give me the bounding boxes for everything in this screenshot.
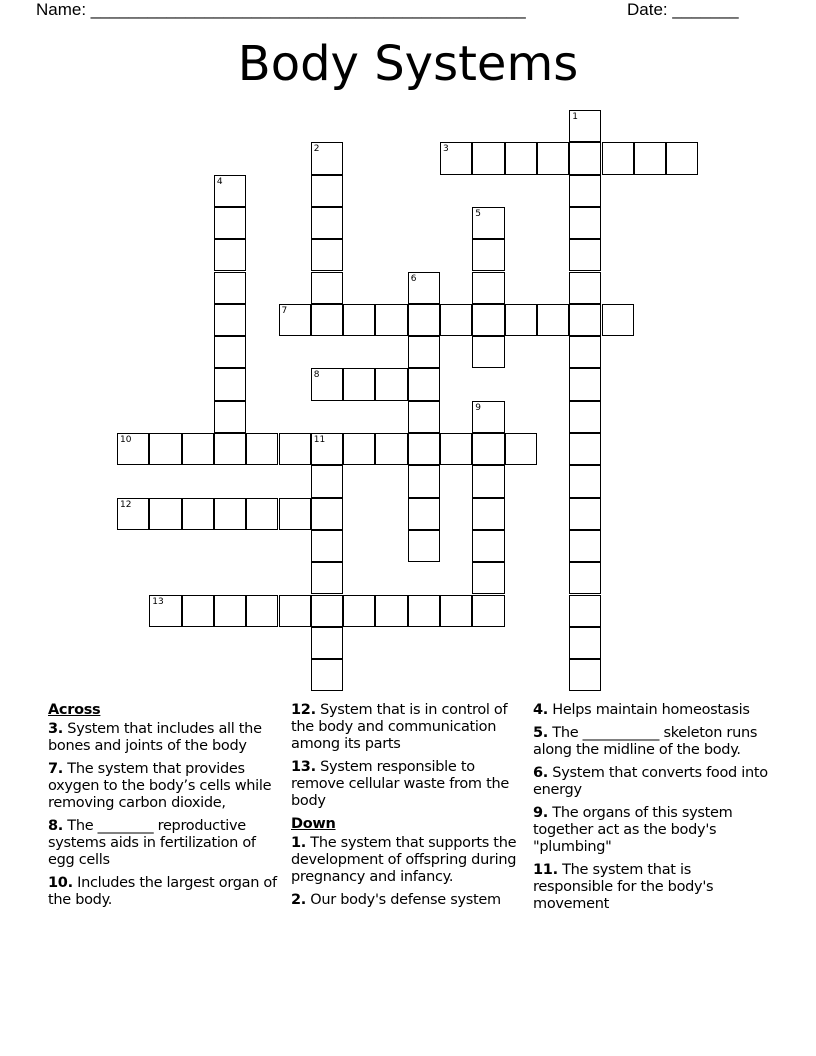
grid-cell[interactable] <box>279 433 311 465</box>
cell-number: 2 <box>313 144 320 155</box>
grid-cell[interactable] <box>408 530 440 562</box>
grid-cell[interactable] <box>246 595 278 627</box>
grid-cell[interactable] <box>246 498 278 530</box>
grid-cell[interactable] <box>311 562 343 594</box>
grid-cell[interactable] <box>472 207 504 239</box>
clue-number: 4. <box>533 702 548 718</box>
grid-cell[interactable] <box>569 433 601 465</box>
cell-number: 1 <box>572 112 578 122</box>
clue-down-1 <box>291 835 526 886</box>
clue-across-13 <box>291 759 526 810</box>
grid-cell[interactable] <box>214 207 246 239</box>
grid-cell[interactable] <box>408 272 440 304</box>
grid-cell[interactable] <box>408 336 440 368</box>
grid-cell[interactable] <box>279 595 311 627</box>
grid-cell[interactable] <box>214 175 246 207</box>
cell-number: 10 <box>120 435 132 445</box>
grid-cell[interactable] <box>408 595 440 627</box>
cell-number: 3 <box>443 144 449 155</box>
clue-text: System that converts food into energy <box>533 765 768 798</box>
grid-cell[interactable] <box>537 142 569 174</box>
clue-across-10 <box>48 875 283 909</box>
clue-column-1 <box>48 702 283 915</box>
grid-cell[interactable] <box>343 368 375 400</box>
clue-number: 7. <box>48 761 63 777</box>
grid-cell[interactable] <box>569 530 601 562</box>
clue-number: 11. <box>533 862 558 878</box>
cell-number: 9 <box>475 402 482 413</box>
grid-cell[interactable] <box>569 304 601 336</box>
grid-cell[interactable] <box>214 368 246 400</box>
grid-cell[interactable] <box>537 304 569 336</box>
grid-cell[interactable] <box>440 304 472 336</box>
clue-across-3 <box>48 721 283 755</box>
grid-cell[interactable] <box>311 368 343 400</box>
grid-cell[interactable] <box>149 498 181 530</box>
grid-cell[interactable] <box>440 142 472 174</box>
grid-cell[interactable] <box>149 595 181 627</box>
grid-cell[interactable] <box>569 175 601 207</box>
grid-cell[interactable] <box>408 465 440 497</box>
grid-cell[interactable] <box>311 659 343 691</box>
clue-number: 1. <box>291 835 306 851</box>
grid-cell[interactable] <box>569 401 601 433</box>
grid-cell[interactable] <box>440 433 472 465</box>
name-field[interactable] <box>36 0 526 20</box>
clue-number: 13. <box>291 759 316 775</box>
clue-text: The ___________ skeleton runs along the midline of the body. <box>533 725 758 758</box>
grid-cell[interactable] <box>505 142 537 174</box>
grid-cell[interactable] <box>602 304 634 336</box>
grid-cell[interactable] <box>311 498 343 530</box>
grid-cell[interactable] <box>569 659 601 691</box>
grid-cell[interactable] <box>569 498 601 530</box>
clue-text: Helps maintain homeostasis <box>548 702 750 718</box>
grid-cell[interactable] <box>311 207 343 239</box>
clue-across-8 <box>48 818 283 869</box>
grid-cell[interactable] <box>472 401 504 433</box>
grid-cell[interactable] <box>214 304 246 336</box>
clue-number: 8. <box>48 818 63 834</box>
clue-text: The ________ reproductive systems aids in fertilization of egg cells <box>48 818 256 868</box>
grid-cell[interactable] <box>214 401 246 433</box>
cell-number: 5 <box>475 208 482 219</box>
cell-number: 4 <box>216 176 223 187</box>
grid-cell[interactable] <box>569 272 601 304</box>
cell-number: 13 <box>152 596 164 607</box>
grid-cell[interactable] <box>472 498 504 530</box>
down-heading: Down <box>291 816 336 832</box>
grid-cell[interactable] <box>634 142 666 174</box>
grid-cell[interactable] <box>472 304 504 336</box>
clue-column-3 <box>533 702 768 919</box>
grid-cell[interactable] <box>375 304 407 336</box>
grid-cell[interactable] <box>472 530 504 562</box>
grid-cell[interactable] <box>375 433 407 465</box>
clue-number: 2. <box>291 892 306 908</box>
clue-number: 12. <box>291 702 316 718</box>
grid-cell[interactable] <box>311 465 343 497</box>
cell-number: 6 <box>410 273 417 284</box>
grid-cell[interactable] <box>408 304 440 336</box>
clue-number: 9. <box>533 805 548 821</box>
date-blank[interactable]: _______ <box>672 0 739 19</box>
grid-cell[interactable] <box>440 595 472 627</box>
grid-cell[interactable] <box>214 272 246 304</box>
page-title: Body Systems <box>237 36 579 92</box>
grid-cell[interactable] <box>311 175 343 207</box>
grid-cell[interactable] <box>569 207 601 239</box>
clue-across-7 <box>48 761 283 812</box>
grid-cell[interactable] <box>311 272 343 304</box>
grid-cell[interactable] <box>408 433 440 465</box>
across-heading: Across <box>48 702 101 718</box>
grid-cell[interactable] <box>602 142 634 174</box>
grid-cell[interactable] <box>505 304 537 336</box>
grid-cell[interactable] <box>408 498 440 530</box>
clue-down-6 <box>533 765 768 799</box>
grid-cell[interactable] <box>343 595 375 627</box>
clue-column-2 <box>291 702 526 915</box>
clue-text: System that includes all the bones and joints of the body <box>48 721 262 754</box>
clue-number: 5. <box>533 725 548 741</box>
grid-cell[interactable] <box>311 304 343 336</box>
clue-text: The organs of this system together act as the body's "plumbing" <box>533 805 733 855</box>
grid-cell[interactable] <box>214 239 246 271</box>
clue-text: Includes the largest organ of the body. <box>48 875 277 908</box>
grid-cell[interactable] <box>214 433 246 465</box>
grid-cell[interactable] <box>569 142 601 174</box>
grid-cell[interactable] <box>569 239 601 271</box>
grid-cell[interactable] <box>375 595 407 627</box>
grid-cell[interactable] <box>472 562 504 594</box>
grid-cell[interactable] <box>375 368 407 400</box>
grid-cell[interactable] <box>569 368 601 400</box>
cell-number: 7 <box>281 305 288 316</box>
date-label: Date: <box>627 0 673 19</box>
grid-cell[interactable] <box>214 336 246 368</box>
grid-cell[interactable] <box>569 562 601 594</box>
clue-down-9 <box>533 805 768 856</box>
grid-cell[interactable] <box>472 595 504 627</box>
grid-cell[interactable] <box>569 336 601 368</box>
grid-cell[interactable] <box>246 433 278 465</box>
cell-number: 8 <box>313 370 320 381</box>
grid-cell[interactable] <box>472 336 504 368</box>
grid-cell[interactable] <box>472 142 504 174</box>
grid-cell[interactable] <box>472 239 504 271</box>
cell-number: 11 <box>313 435 326 445</box>
name-blank[interactable]: ______________________________________________ <box>90 0 526 19</box>
grid-cell[interactable] <box>214 595 246 627</box>
grid-cell[interactable] <box>311 627 343 659</box>
grid-cell[interactable] <box>182 498 214 530</box>
grid-cell[interactable] <box>472 465 504 497</box>
grid-cell[interactable] <box>472 272 504 304</box>
clue-number: 6. <box>533 765 548 781</box>
grid-cell[interactable] <box>182 595 214 627</box>
clue-text: The system that provides oxygen to the body’s cells while removing carbon dioxide, <box>48 761 272 811</box>
grid-cell[interactable] <box>666 142 698 174</box>
grid-cell[interactable] <box>472 433 504 465</box>
clue-text: The system that supports the development of offspring during pregnancy and infancy. <box>291 835 517 885</box>
grid-cell[interactable] <box>569 595 601 627</box>
grid-cell[interactable] <box>569 110 601 142</box>
grid-cell[interactable] <box>569 465 601 497</box>
grid-cell[interactable] <box>311 595 343 627</box>
grid-cell[interactable] <box>117 498 149 530</box>
grid-cell[interactable] <box>279 304 311 336</box>
grid-cell[interactable] <box>279 498 311 530</box>
grid-cell[interactable] <box>117 433 149 465</box>
clue-number: 10. <box>48 875 73 891</box>
grid-cell[interactable] <box>182 433 214 465</box>
clue-text: System responsible to remove cellular waste from the body <box>291 759 509 809</box>
grid-cell[interactable] <box>311 530 343 562</box>
clue-down-2 <box>291 892 526 909</box>
grid-cell[interactable] <box>408 401 440 433</box>
grid-cell[interactable] <box>505 433 537 465</box>
date-field[interactable] <box>627 0 739 20</box>
grid-cell[interactable] <box>408 368 440 400</box>
clue-text: Our body's defense system <box>306 892 501 908</box>
clue-across-12 <box>291 702 526 753</box>
grid-cell[interactable] <box>569 627 601 659</box>
clue-down-5 <box>533 725 768 759</box>
clue-number: 3. <box>48 721 63 737</box>
grid-cell[interactable] <box>311 142 343 174</box>
clue-text: System that is in control of the body and communication among its parts <box>291 702 508 752</box>
name-label: Name: <box>36 0 91 19</box>
clue-down-11 <box>533 862 768 913</box>
grid-cell[interactable] <box>311 433 343 465</box>
grid-cell[interactable] <box>214 498 246 530</box>
cell-number: 12 <box>120 499 132 510</box>
grid-cell[interactable] <box>343 433 375 465</box>
clue-text: The system that is responsible for the body's movement <box>533 862 714 912</box>
grid-cell[interactable] <box>311 239 343 271</box>
grid-cell[interactable] <box>343 304 375 336</box>
clue-down-4 <box>533 702 768 719</box>
grid-cell[interactable] <box>149 433 181 465</box>
